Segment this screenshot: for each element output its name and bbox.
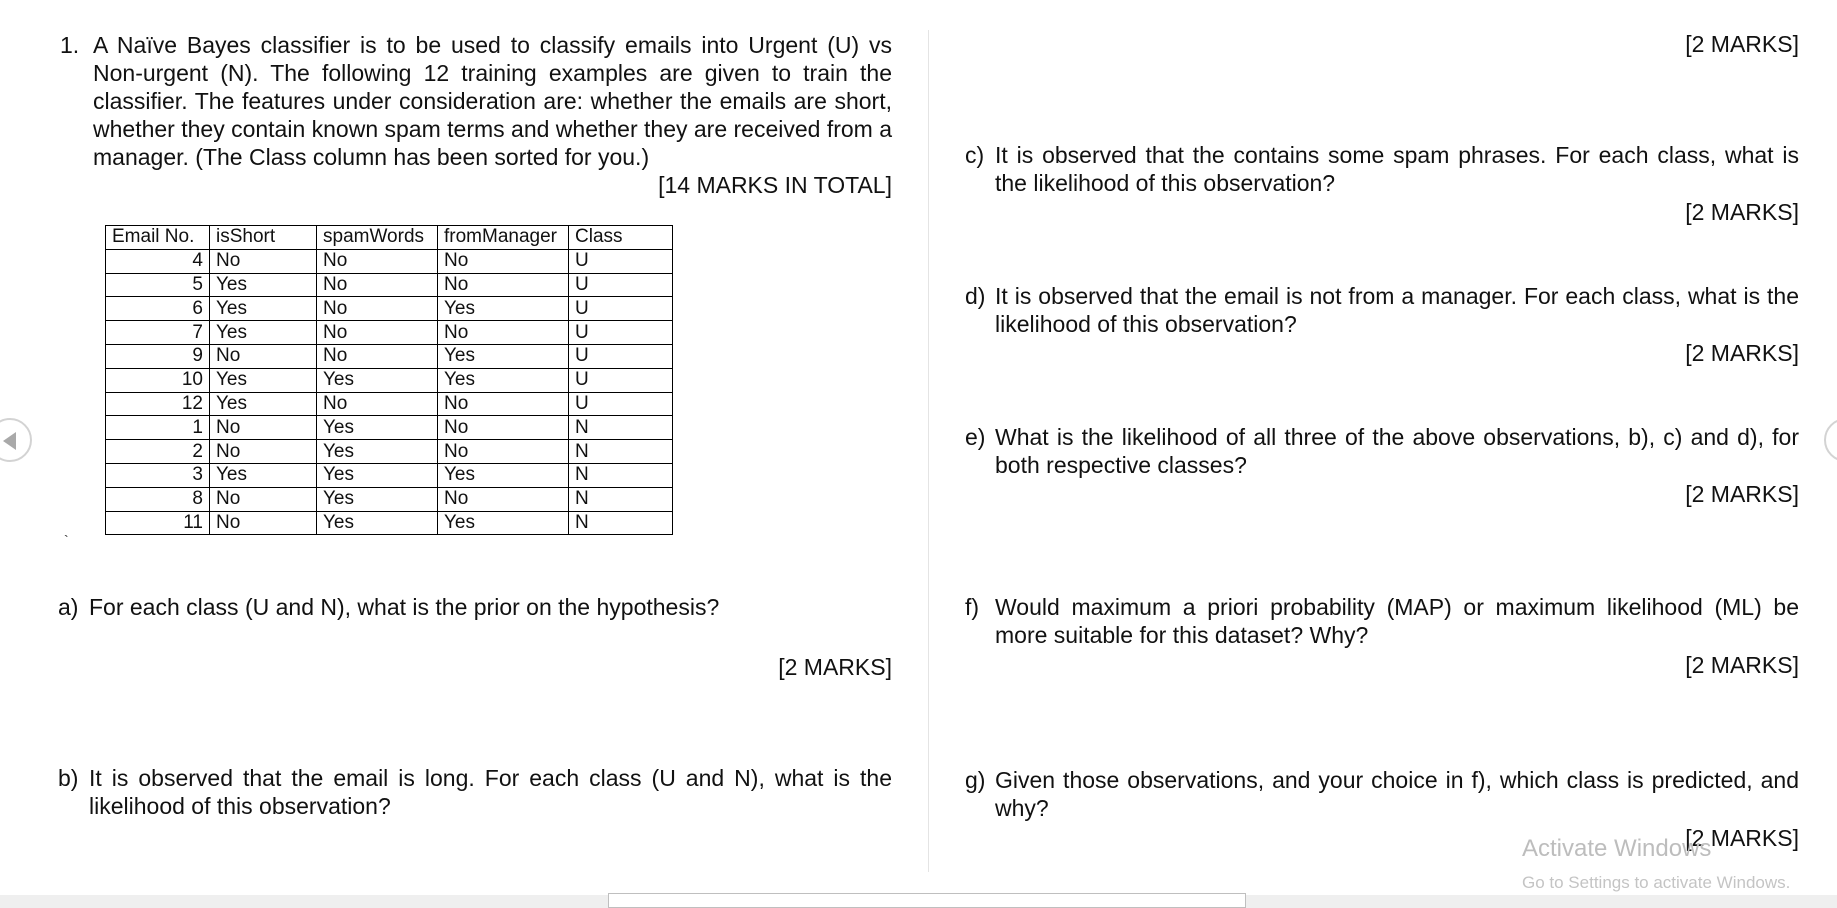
cell-spamwords: No bbox=[317, 273, 438, 297]
part-d-marks: [2 MARKS] bbox=[1685, 340, 1799, 366]
cell-class: U bbox=[569, 344, 673, 368]
header-frommanager: fromManager bbox=[438, 226, 569, 250]
cell-spamwords: Yes bbox=[317, 511, 438, 535]
cell-spamwords: No bbox=[317, 392, 438, 416]
header-email-no: Email No. bbox=[106, 226, 210, 250]
cell-isshort: Yes bbox=[210, 463, 317, 487]
part-c-text: It is observed that the contains some spam phrases. For each class, what is the likelihood of this observation? bbox=[995, 142, 1799, 196]
cell-email-no: 7 bbox=[106, 321, 210, 345]
bottom-input-box[interactable] bbox=[608, 893, 1246, 908]
cell-isshort: Yes bbox=[210, 297, 317, 321]
cell-isshort: Yes bbox=[210, 368, 317, 392]
part-b-label: b) bbox=[58, 765, 79, 791]
cell-spamwords: No bbox=[317, 297, 438, 321]
cell-email-no: 3 bbox=[106, 463, 210, 487]
cell-frommanager: No bbox=[438, 273, 569, 297]
cell-spamwords: No bbox=[317, 249, 438, 273]
question-number: 1. bbox=[60, 32, 80, 58]
part-a-marks: [2 MARKS] bbox=[778, 654, 892, 680]
cell-class: N bbox=[569, 511, 673, 535]
cell-spamwords: Yes bbox=[317, 368, 438, 392]
table-row bbox=[106, 297, 673, 321]
part-f-marks: [2 MARKS] bbox=[1685, 652, 1799, 678]
cell-frommanager: No bbox=[438, 249, 569, 273]
cell-email-no: 5 bbox=[106, 273, 210, 297]
cell-class: N bbox=[569, 416, 673, 440]
part-c-label: c) bbox=[965, 142, 985, 168]
cell-spamwords: No bbox=[317, 344, 438, 368]
cell-email-no: 8 bbox=[106, 487, 210, 511]
cell-frommanager: No bbox=[438, 440, 569, 464]
part-a-label: a) bbox=[58, 594, 79, 620]
chevron-left-icon bbox=[3, 432, 16, 450]
cell-isshort: No bbox=[210, 487, 317, 511]
part-f-text: Would maximum a priori probability (MAP) or maximum likelihood (ML) be more suitable for this dataset? Why? bbox=[995, 594, 1799, 648]
table-row bbox=[106, 344, 673, 368]
part-f-label: f) bbox=[965, 594, 980, 620]
cell-frommanager: No bbox=[438, 416, 569, 440]
carryover-marks: [2 MARKS] bbox=[1685, 31, 1799, 57]
header-class: Class bbox=[569, 226, 673, 250]
part-g-label: g) bbox=[965, 767, 986, 793]
part-e-text: What is the likelihood of all three of the above observations, b), c) and d), for both respective classes? bbox=[995, 424, 1799, 478]
part-g-marks: [2 MARKS] bbox=[1685, 825, 1799, 851]
cell-frommanager: Yes bbox=[438, 344, 569, 368]
cell-email-no: 4 bbox=[106, 249, 210, 273]
cell-class: U bbox=[569, 249, 673, 273]
cell-frommanager: No bbox=[438, 321, 569, 345]
cell-frommanager: Yes bbox=[438, 463, 569, 487]
table-header-row bbox=[106, 226, 673, 250]
part-e-marks: [2 MARKS] bbox=[1685, 481, 1799, 507]
cell-isshort: Yes bbox=[210, 273, 317, 297]
table-row bbox=[106, 321, 673, 345]
part-a-text: For each class (U and N), what is the prior on the hypothesis? bbox=[89, 594, 720, 620]
cell-isshort: No bbox=[210, 511, 317, 535]
cell-email-no: 10 bbox=[106, 368, 210, 392]
cell-email-no: 11 bbox=[106, 511, 210, 535]
cell-frommanager: Yes bbox=[438, 297, 569, 321]
cell-email-no: 1 bbox=[106, 416, 210, 440]
cell-isshort: No bbox=[210, 249, 317, 273]
table-row bbox=[106, 463, 673, 487]
cell-email-no: 9 bbox=[106, 344, 210, 368]
header-isshort: isShort bbox=[210, 226, 317, 250]
stray-mark: ` bbox=[64, 532, 69, 548]
table-row bbox=[106, 487, 673, 511]
part-g-text: Given those observations, and your choice in f), which class is predicted, and why? bbox=[995, 767, 1799, 821]
table-row bbox=[106, 511, 673, 535]
part-b-text: It is observed that the email is long. For each class (U and N), what is the likelihood of this observation? bbox=[89, 765, 892, 819]
table-row bbox=[106, 368, 673, 392]
cell-class: U bbox=[569, 392, 673, 416]
cell-email-no: 12 bbox=[106, 392, 210, 416]
part-e-label: e) bbox=[965, 424, 986, 450]
cell-class: N bbox=[569, 440, 673, 464]
cell-class: U bbox=[569, 321, 673, 345]
cell-frommanager: No bbox=[438, 392, 569, 416]
cell-isshort: No bbox=[210, 440, 317, 464]
cell-class: U bbox=[569, 273, 673, 297]
cell-isshort: Yes bbox=[210, 321, 317, 345]
cell-class: N bbox=[569, 487, 673, 511]
cell-frommanager: Yes bbox=[438, 511, 569, 535]
activation-watermark-title: Activate Windows bbox=[1522, 835, 1712, 862]
header-spamwords: spamWords bbox=[317, 226, 438, 250]
cell-spamwords: No bbox=[317, 321, 438, 345]
cell-isshort: Yes bbox=[210, 392, 317, 416]
cell-class: N bbox=[569, 463, 673, 487]
column-divider bbox=[928, 30, 929, 872]
cell-frommanager: Yes bbox=[438, 368, 569, 392]
table-row bbox=[106, 416, 673, 440]
activation-watermark-subtitle: Go to Settings to activate Windows. bbox=[1522, 873, 1791, 892]
cell-class: U bbox=[569, 368, 673, 392]
cell-class: U bbox=[569, 297, 673, 321]
part-d-label: d) bbox=[965, 283, 986, 309]
part-c-marks: [2 MARKS] bbox=[1685, 199, 1799, 225]
cell-isshort: No bbox=[210, 416, 317, 440]
cell-email-no: 2 bbox=[106, 440, 210, 464]
cell-spamwords: Yes bbox=[317, 440, 438, 464]
cell-spamwords: Yes bbox=[317, 463, 438, 487]
cell-isshort: No bbox=[210, 344, 317, 368]
table-row bbox=[106, 273, 673, 297]
cell-frommanager: No bbox=[438, 487, 569, 511]
training-data-table bbox=[105, 225, 673, 535]
question-intro: A Naïve Bayes classifier is to be used to classify emails into Urgent (U) vs Non-urgent (N). The following 12 training examples are given to train the classifier. The features under consideration are: whether the emails are short, whether they contain known spam terms and whether they are received from a manager. (The Class column has been sorted for you.) bbox=[93, 32, 893, 170]
cell-spamwords: Yes bbox=[317, 416, 438, 440]
part-d-text: It is observed that the email is not from a manager. For each class, what is the likelihood of this observation? bbox=[995, 283, 1799, 337]
total-marks: [14 MARKS IN TOTAL] bbox=[658, 172, 892, 198]
table-row bbox=[106, 440, 673, 464]
cell-spamwords: Yes bbox=[317, 487, 438, 511]
cell-email-no: 6 bbox=[106, 297, 210, 321]
table-row bbox=[106, 249, 673, 273]
table-row bbox=[106, 392, 673, 416]
